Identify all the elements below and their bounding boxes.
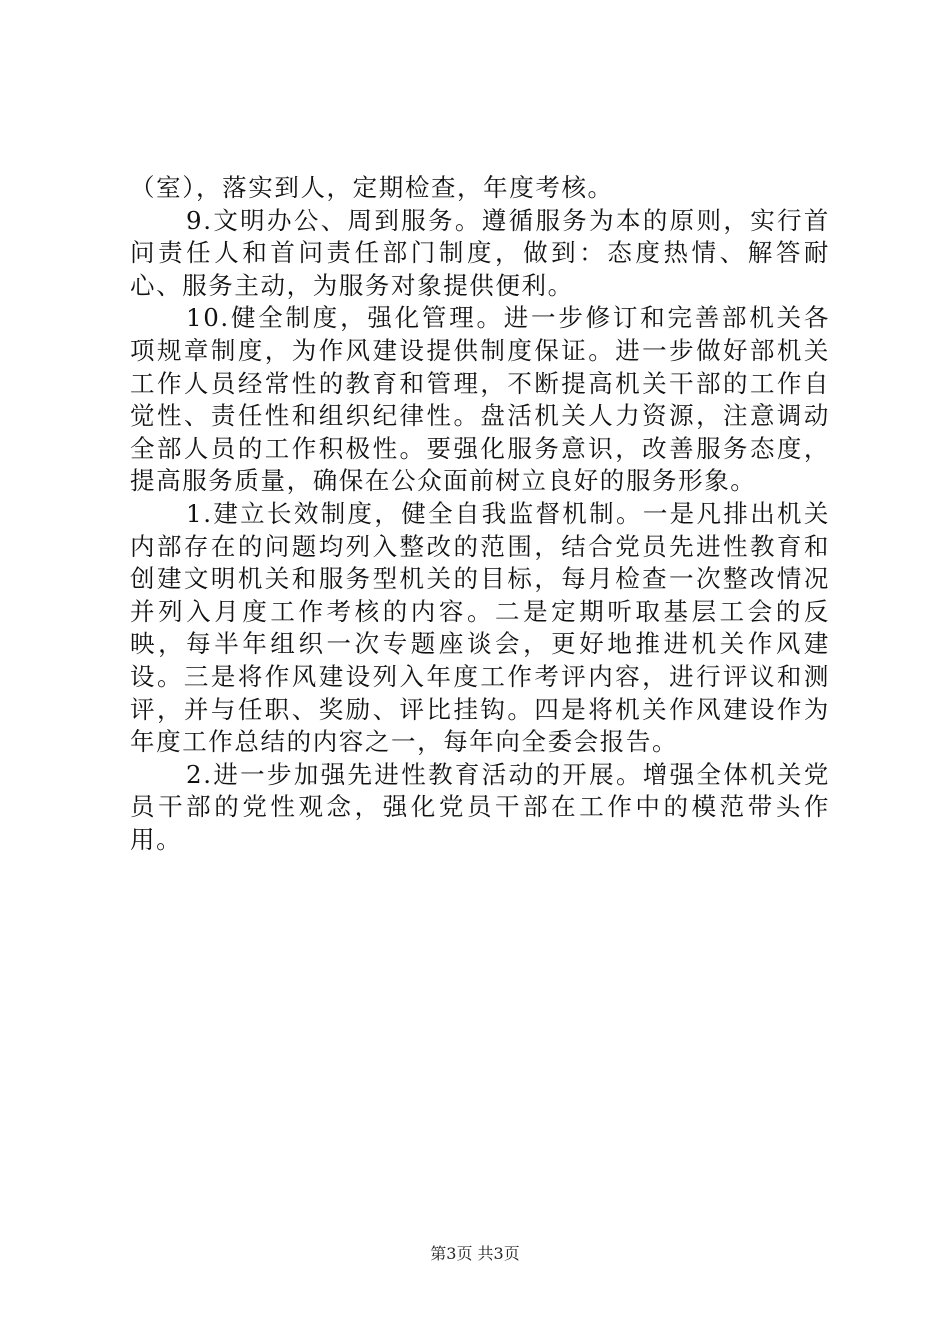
paragraph-item-9: 9.文明办公、周到服务。遵循服务为本的原则，实行首问责任人和首问责任部门制度，做到：态度热情、解答耐心、服务主动，为服务对象提供便利。 — [130, 205, 830, 300]
page-footer: 第3页 共3页 — [430, 1244, 520, 1263]
paragraph-continuation: （室），落实到人，定期检查，年度考核。 — [130, 173, 614, 202]
paragraph-item-1: 1.建立长效制度，健全自我监督机制。一是凡排出机关内部存在的问题均列入整改的范围，结合党员先进性教育和创建文明机关和服务型机关的目标，每月检查一次整改情况并列入月度工作考核的内容。二是定期听取基层工会的反映，每半年组织一次专题座谈会，更好地推进机关作风建设。三是将作风建设列入年度工作考评内容，进行评议和测评，并与任职、奖励、评比挂钩。四是将机关作风建设作为年度工作总结的内容之一，每年向全委会报告。 — [130, 498, 830, 757]
paragraph-item-10: 10.健全制度，强化管理。进一步修订和完善部机关各项规章制度，为作风建设提供制度保证。进一步做好部机关工作人员经常性的教育和管理，不断提高机关干部的工作自觉性、责任性和组织纪律性。盘活机关人力资源，注意调动全部人员的工作积极性。要强化服务意识，改善服务态度，提高服务质量，确保在公众面前树立良好的服务形象。 — [130, 303, 830, 496]
paragraph-item-2: 2.进一步加强先进性教育活动的开展。增强全体机关党员干部的党性观念，强化党员干部在工作中的模范带头作用。 — [130, 759, 830, 854]
document-body — [130, 172, 830, 856]
